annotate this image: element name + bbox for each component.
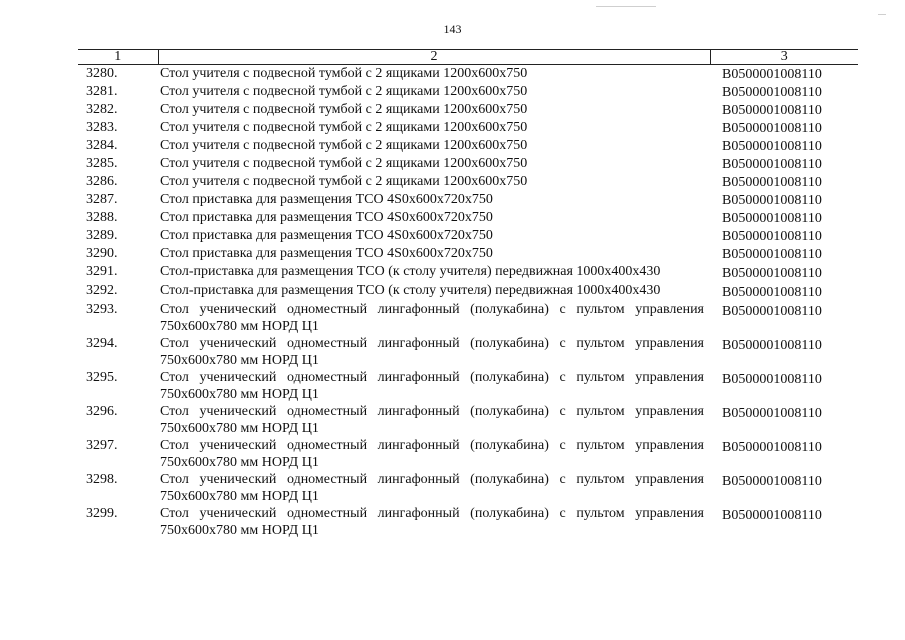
table-row xyxy=(78,282,858,301)
row-number: 3280. xyxy=(86,66,118,81)
table-row xyxy=(78,119,858,137)
table-row xyxy=(78,245,858,263)
row-description: Стол учителя с подвесной тумбой с 2 ящиками 1200х600х750 xyxy=(160,102,528,117)
row-number: 3281. xyxy=(86,84,118,99)
row-description: Стол приставка для размещения ТСО 4S0х600х720х750 xyxy=(160,228,493,243)
row-number: 3298. xyxy=(86,472,118,487)
row-code: В0500001008110 xyxy=(722,266,822,281)
row-description: Стол ученический одноместный лингафонный (полукабина) с пультом управления 750х600х780 мм НОРД Ц1 xyxy=(160,438,704,470)
row-number: 3290. xyxy=(86,246,118,261)
table-row xyxy=(78,301,858,335)
table-row xyxy=(78,137,858,155)
table-row xyxy=(78,471,858,505)
row-number: 3282. xyxy=(86,102,118,117)
table-row xyxy=(78,101,858,119)
row-code: В0500001008110 xyxy=(722,285,822,300)
row-number: 3289. xyxy=(86,228,118,243)
row-code: В0500001008110 xyxy=(722,85,822,100)
header-row xyxy=(78,50,858,65)
row-description: Стол учителя с подвесной тумбой с 2 ящиками 1200х600х750 xyxy=(160,84,528,99)
row-description: Стол ученический одноместный лингафонный (полукабина) с пультом управления 750х600х780 мм НОРД Ц1 xyxy=(160,404,704,436)
row-code: В0500001008110 xyxy=(722,67,822,82)
table-row xyxy=(78,227,858,245)
row-description: Стол ученический одноместный лингафонный (полукабина) с пультом управления 750х600х780 мм НОРД Ц1 xyxy=(160,506,704,538)
row-description: Стол ученический одноместный лингафонный (полукабина) с пультом управления 750х600х780 мм НОРД Ц1 xyxy=(160,302,704,334)
row-description: Стол приставка для размещения ТСО 4S0х600х720х750 xyxy=(160,192,493,207)
row-description: Стол-приставка для размещения ТСО (к столу учителя) передвижная 1000х400х430 xyxy=(160,264,661,279)
table-row xyxy=(78,65,858,84)
row-number: 3296. xyxy=(86,404,118,419)
table-row xyxy=(78,191,858,209)
row-description: Стол учителя с подвесной тумбой с 2 ящиками 1200х600х750 xyxy=(160,156,528,171)
row-description: Стол приставка для размещения ТСО 4S0х600х720х750 xyxy=(160,210,493,225)
row-code: В0500001008110 xyxy=(722,247,822,262)
table-row xyxy=(78,83,858,101)
table-row xyxy=(78,263,858,282)
row-number: 3293. xyxy=(86,302,118,317)
row-number: 3299. xyxy=(86,506,118,521)
table-row xyxy=(78,335,858,369)
row-number: 3284. xyxy=(86,138,118,153)
table-row xyxy=(78,155,858,173)
row-number: 3288. xyxy=(86,210,118,225)
row-number: 3294. xyxy=(86,336,118,351)
row-description: Стол учителя с подвесной тумбой с 2 ящиками 1200х600х750 xyxy=(160,120,528,135)
table-row xyxy=(78,403,858,437)
header-col-2: 2 xyxy=(158,50,710,65)
row-code: В0500001008110 xyxy=(722,121,822,136)
row-description: Стол учителя с подвесной тумбой с 2 ящиками 1200х600х750 xyxy=(160,138,528,153)
table-row xyxy=(78,437,858,471)
table-row xyxy=(78,209,858,227)
row-number: 3297. xyxy=(86,438,118,453)
row-description: Стол приставка для размещения ТСО 4S0х600х720х750 xyxy=(160,246,493,261)
page-number: 143 xyxy=(443,22,462,36)
row-code: В0500001008110 xyxy=(722,175,822,190)
row-number: 3287. xyxy=(86,192,118,207)
row-description: Стол учителя с подвесной тумбой с 2 ящиками 1200х600х750 xyxy=(160,66,528,81)
row-code: В0500001008110 xyxy=(722,229,822,244)
table-header xyxy=(78,50,858,65)
header-col-1: 1 xyxy=(78,50,158,65)
row-code: В0500001008110 xyxy=(722,103,822,118)
row-code: В0500001008110 xyxy=(722,508,822,523)
row-number: 3291. xyxy=(86,264,118,279)
row-number: 3286. xyxy=(86,174,118,189)
scan-mark xyxy=(596,6,656,7)
items-table xyxy=(78,49,858,539)
row-code: В0500001008110 xyxy=(722,157,822,172)
row-description: Стол ученический одноместный лингафонный (полукабина) с пультом управления 750х600х780 мм НОРД Ц1 xyxy=(160,370,704,402)
row-code: В0500001008110 xyxy=(722,139,822,154)
table-row xyxy=(78,505,858,539)
row-number: 3292. xyxy=(86,283,118,298)
row-code: В0500001008110 xyxy=(722,211,822,226)
row-number: 3283. xyxy=(86,120,118,135)
row-description: Стол ученический одноместный лингафонный (полукабина) с пультом управления 750х600х780 мм НОРД Ц1 xyxy=(160,472,704,504)
row-number: 3295. xyxy=(86,370,118,385)
row-code: В0500001008110 xyxy=(722,440,822,455)
row-number: 3285. xyxy=(86,156,118,171)
table-row xyxy=(78,369,858,403)
scan-mark xyxy=(878,14,886,15)
row-code: В0500001008110 xyxy=(722,193,822,208)
table-body xyxy=(78,65,858,540)
row-description: Стол-приставка для размещения ТСО (к столу учителя) передвижная 1000х400х430 xyxy=(160,283,661,298)
header-col-3: 3 xyxy=(710,50,858,65)
row-code: В0500001008110 xyxy=(722,406,822,421)
row-code: В0500001008110 xyxy=(722,474,822,489)
row-description: Стол учителя с подвесной тумбой с 2 ящиками 1200х600х750 xyxy=(160,174,528,189)
row-code: В0500001008110 xyxy=(722,304,822,319)
row-description: Стол ученический одноместный лингафонный (полукабина) с пультом управления 750х600х780 мм НОРД Ц1 xyxy=(160,336,704,368)
table-row xyxy=(78,173,858,191)
row-code: В0500001008110 xyxy=(722,372,822,387)
row-code: В0500001008110 xyxy=(722,338,822,353)
